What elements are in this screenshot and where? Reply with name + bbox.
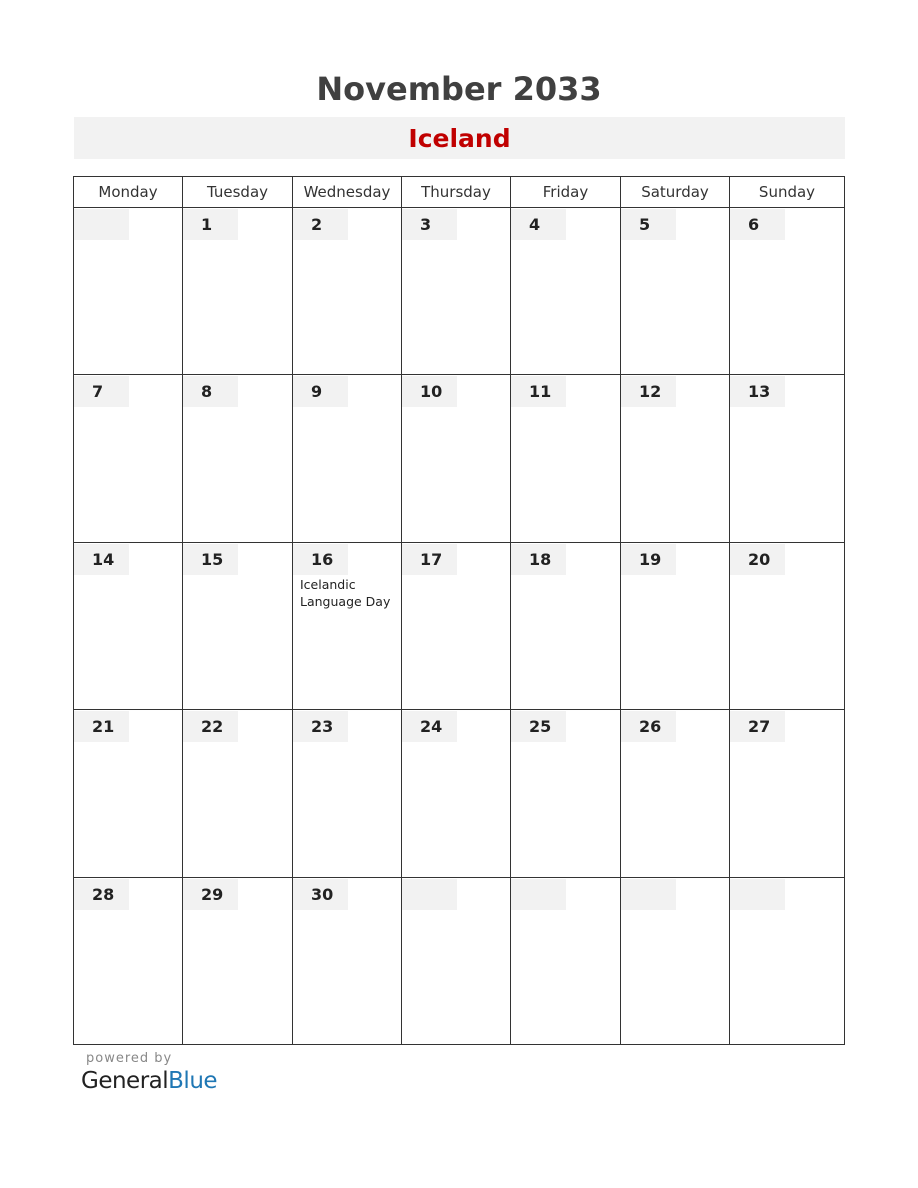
day-number: 28 <box>74 879 129 910</box>
day-number: 15 <box>183 544 238 575</box>
day-number: 7 <box>74 376 129 407</box>
week-row-3 <box>74 543 845 710</box>
day-number: 2 <box>293 209 348 240</box>
day-number: 29 <box>183 879 238 910</box>
country-banner <box>74 117 845 159</box>
day-number: 18 <box>511 544 566 575</box>
day-number: 13 <box>730 376 785 407</box>
day-cell <box>74 878 183 1045</box>
day-number: 19 <box>621 544 676 575</box>
day-number: 6 <box>730 209 785 240</box>
weekday-header-sunday: Sunday <box>730 177 845 208</box>
day-number: 20 <box>730 544 785 575</box>
day-cell <box>730 710 845 877</box>
day-cell <box>293 710 402 877</box>
brand-blue-text: Blue <box>168 1068 218 1094</box>
holiday-event: Icelandic Language Day <box>300 576 391 609</box>
day-cell <box>621 710 730 877</box>
day-cell <box>511 375 621 542</box>
day-cell <box>74 208 183 375</box>
day-number: 10 <box>402 376 457 407</box>
weekday-header-tuesday: Tuesday <box>183 177 293 208</box>
weekday-header-row <box>74 177 845 208</box>
day-cell <box>730 878 845 1045</box>
day-cell <box>183 878 293 1045</box>
day-cell <box>293 878 402 1045</box>
day-number <box>402 879 457 910</box>
day-cell <box>293 543 402 710</box>
day-number: 12 <box>621 376 676 407</box>
day-number: 8 <box>183 376 238 407</box>
day-number: 24 <box>402 711 457 742</box>
calendar-grid <box>73 176 845 1045</box>
weekday-header-monday: Monday <box>74 177 183 208</box>
country-name: Iceland <box>408 124 511 153</box>
day-cell <box>74 375 183 542</box>
day-cell <box>74 543 183 710</box>
day-cell <box>183 208 293 375</box>
day-number: 14 <box>74 544 129 575</box>
day-cell <box>730 543 845 710</box>
day-number: 9 <box>293 376 348 407</box>
day-number: 3 <box>402 209 457 240</box>
day-cell <box>402 878 511 1045</box>
day-number: 5 <box>621 209 676 240</box>
day-number <box>74 209 129 240</box>
powered-by-label: powered by <box>86 1051 173 1066</box>
week-row-2 <box>74 375 845 542</box>
day-number: 21 <box>74 711 129 742</box>
day-number: 4 <box>511 209 566 240</box>
weekday-header-saturday: Saturday <box>621 177 730 208</box>
day-number: 26 <box>621 711 676 742</box>
day-cell <box>730 208 845 375</box>
day-cell <box>621 543 730 710</box>
day-number: 1 <box>183 209 238 240</box>
day-cell <box>183 375 293 542</box>
day-cell <box>293 208 402 375</box>
day-number: 22 <box>183 711 238 742</box>
brand-general-text: General <box>81 1068 169 1094</box>
day-number: 30 <box>293 879 348 910</box>
week-row-1 <box>74 208 845 375</box>
day-cell <box>511 710 621 877</box>
weekday-header-thursday: Thursday <box>402 177 511 208</box>
generalblue-logo[interactable] <box>81 1068 217 1094</box>
day-number <box>621 879 676 910</box>
day-cell <box>402 375 511 542</box>
weekday-header-wednesday: Wednesday <box>293 177 402 208</box>
day-number: 16 <box>293 544 348 575</box>
day-cell <box>621 375 730 542</box>
day-number <box>511 879 566 910</box>
day-number <box>730 879 785 910</box>
day-cell <box>511 543 621 710</box>
day-cell <box>183 710 293 877</box>
day-number: 11 <box>511 376 566 407</box>
day-cell <box>293 375 402 542</box>
calendar-title: November 2033 <box>316 70 602 108</box>
day-number: 17 <box>402 544 457 575</box>
day-cell <box>511 208 621 375</box>
day-number: 23 <box>293 711 348 742</box>
day-cell <box>402 208 511 375</box>
day-cell <box>621 878 730 1045</box>
day-cell <box>730 375 845 542</box>
day-cell <box>183 543 293 710</box>
day-cell <box>402 543 511 710</box>
week-row-4 <box>74 710 845 877</box>
day-cell <box>74 710 183 877</box>
day-cell <box>511 878 621 1045</box>
weekday-header-friday: Friday <box>511 177 621 208</box>
day-cell <box>621 208 730 375</box>
day-number: 25 <box>511 711 566 742</box>
day-number: 27 <box>730 711 785 742</box>
day-cell <box>402 710 511 877</box>
week-row-5 <box>74 878 845 1045</box>
